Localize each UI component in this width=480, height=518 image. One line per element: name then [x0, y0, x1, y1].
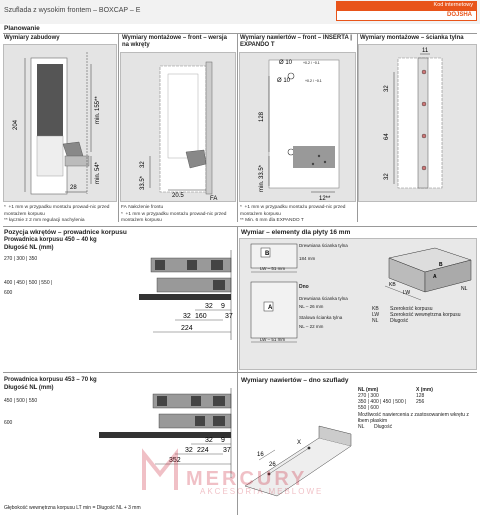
dim-tolerance-top: +0.2 / −0.1: [303, 61, 320, 65]
slide-450-row-1: 270 | 300 | 350: [4, 256, 38, 262]
dim-32: 32: [183, 313, 191, 320]
col-title-zabudowa: Wymiary zabudowy: [4, 35, 60, 41]
dim-x: X: [297, 440, 302, 446]
dim-37: 37: [223, 447, 231, 454]
table-cell: 350 | 400 | 450 | 500 |: [358, 399, 407, 405]
iso-label-nl: NL: [461, 286, 468, 292]
dno-line-1: Drewniana ścianka tylna: [299, 296, 348, 301]
dim-128: 128: [259, 111, 265, 122]
section-title-nawierty: Wymiary nawiertów – dno szuflady: [241, 377, 349, 384]
iso-label-b: B: [439, 262, 443, 268]
legend-key: LW: [372, 312, 380, 318]
dim-9: 9: [221, 303, 225, 310]
divider: [3, 33, 477, 34]
note-text: łącznie z 2 mm regulacji nachylenia: [9, 218, 85, 223]
dim-11: 11: [422, 48, 429, 54]
legend-value: Szerokość wewnętrzna korpusu: [390, 312, 461, 318]
table-cell: 550 | 600: [358, 405, 379, 411]
table-cell: 256: [416, 399, 425, 405]
divider: [357, 34, 358, 222]
divider: [3, 226, 477, 227]
slide-453-subtitle: Długość NL (mm): [4, 385, 54, 391]
iso-label-kb: KB: [389, 282, 396, 288]
note-mark: *: [240, 205, 242, 210]
drawing-scianka-tylna: [358, 44, 477, 202]
footnote-lt: Głębokość wewnętrzna korpusu LT min = Długość NL + 3 mm: [4, 505, 141, 511]
slide-450-row-3: 600: [4, 290, 13, 296]
note-text: Min. 6 mm dla EXPANDO T: [245, 218, 304, 223]
dim-9: 9: [221, 437, 225, 444]
note-text: +1 mm w przypadku montażu prowad-nic przed montażem korpusu: [4, 205, 110, 217]
dim-160: 160: [195, 313, 207, 320]
nl-value: Długość: [374, 424, 393, 430]
slide-450-title: Prowadnica korpusu 450 – 40 kg: [4, 237, 97, 243]
dim-32-top: 32: [384, 85, 390, 92]
drawing-front-wkrety: [120, 52, 236, 202]
table-row: [358, 405, 476, 411]
slide-450-row-2: 400 | 450 | 500 | 550 |: [4, 280, 53, 286]
dno-title: Dno: [299, 284, 309, 290]
dno-line-3: Stalowa ścianka tylna: [299, 315, 343, 320]
dim-fa: FA: [210, 196, 218, 202]
element-b-label: B: [265, 251, 270, 257]
drawing-elementy: [239, 238, 477, 370]
dno-line-2: NL – 26 mm: [299, 304, 324, 309]
watermark-brand: MERCURY: [186, 468, 308, 490]
dim-64: 64: [384, 133, 390, 140]
legend-key: NL: [372, 318, 379, 324]
dim-32-bottom: 32: [384, 173, 390, 180]
legend: [372, 306, 476, 324]
dim-min155: min. 155**: [95, 96, 101, 124]
note-text: +1 mm w przypadku montażu prowad-nic przed montażem korpusu: [121, 211, 227, 223]
divider: [237, 34, 238, 222]
table-header: X (mm): [416, 387, 433, 393]
dim-224: 224: [181, 325, 193, 332]
dim-224: 224: [197, 447, 209, 454]
iso-label-lw: LW: [403, 290, 411, 296]
legend-key: KB: [372, 306, 379, 312]
b-height: 184 mm: [299, 256, 316, 261]
slide-453-row-2: 600: [4, 420, 13, 426]
dim-32: 32: [140, 161, 146, 168]
col-title-scianka-tylna: Wymiary montażowe – ścianka tylna: [360, 35, 464, 41]
note-mark: **: [4, 218, 8, 223]
dim-352: 352: [169, 457, 181, 464]
drawing-zabudowa: [3, 44, 117, 202]
dim-12: 12**: [319, 196, 331, 202]
dim-28: 28: [70, 185, 77, 191]
legend-value: Długość: [390, 318, 409, 324]
section-title-elementy: Wymiar – elementy dla płyty 16 mm: [241, 229, 351, 236]
drawing-slide-450: [95, 250, 237, 350]
table-cell: 128: [416, 393, 425, 399]
dim-min33-5: min. 33.5*: [259, 164, 265, 192]
watermark-sub: AKCESORIA MEBLOWE: [200, 487, 324, 496]
drill-table: [358, 387, 476, 430]
dim-d10-bottom: Ø 10: [277, 78, 291, 84]
slide-453-title: Prowadnica korpusu 453 – 70 kg: [4, 377, 97, 383]
iso-label-a: A: [433, 274, 437, 280]
element-a-label: A: [268, 305, 273, 311]
notes-zabudowa: [4, 205, 116, 225]
dim-tolerance-bottom: +0.2 / −0.1: [305, 79, 322, 83]
drill-note: Możliwość nawiercenia z zastosowaniem wkrętu z łbem płaskim: [358, 412, 469, 424]
b-width: LW – 51 mm: [260, 266, 286, 271]
table-cell: 270 | 300: [358, 393, 379, 399]
document-title: Szuflada z wysokim frontem – BOXCAP – E: [4, 7, 141, 14]
notes-front-wkrety: [121, 205, 235, 225]
note-text: Nałożenie frontu: [128, 205, 164, 210]
kod-box: [336, 1, 477, 21]
note-text: +1 mm w przypadku montażu prowad-nic przed montażem korpusu: [240, 205, 346, 217]
nl-key: NL: [358, 424, 365, 430]
notes-nawierty-front: [240, 205, 355, 225]
a-width: LW – 51 mm: [260, 337, 286, 342]
col-title-nawierty-front: Wymiary nawiertów – front – INSERTA | EXPANDO T: [240, 35, 352, 48]
dim-min54: min. 54*: [95, 161, 101, 184]
dim-d10-top: Ø 10: [279, 60, 293, 66]
dim-26: 26: [269, 462, 276, 468]
note-mark: *: [121, 211, 123, 217]
table-header: NL (mm): [358, 387, 379, 393]
col-title-front-wkrety: Wymiary montażowe – front – wersja na wkręty: [122, 35, 227, 48]
divider: [118, 34, 119, 222]
dim-16: 16: [257, 452, 264, 458]
drawing-nawierty-front: [239, 52, 356, 202]
dim-204: 204: [13, 119, 19, 130]
kod-label: Kod internetowy: [336, 1, 477, 10]
dim-32: 32: [205, 303, 213, 310]
dno-line-4: NL – 22 mm: [299, 324, 324, 329]
note-mark: **: [240, 218, 244, 223]
legend-value: Szerokość korpusu: [390, 306, 433, 312]
kod-value: DOJSHA: [336, 10, 477, 21]
dim-20-5: 20.5: [172, 193, 184, 199]
divider: [3, 372, 477, 373]
section-title-planowanie: Planowanie: [4, 25, 40, 32]
slide-453-row-1: 450 | 500 | 550: [4, 398, 38, 404]
note-mark: FA: [121, 205, 127, 210]
section-title-pozycja: Pozycja wkrętów – prowadnice korpusu: [4, 229, 127, 236]
watermark-logo: [140, 448, 180, 494]
dim-32: 32: [205, 437, 213, 444]
slide-450-subtitle: Długość NL (mm): [4, 245, 54, 251]
b-text: Drewniana ścianka tylna: [299, 243, 348, 248]
dim-32: 32: [185, 447, 193, 454]
dim-37: 37: [225, 313, 233, 320]
note-mark: *: [4, 205, 6, 210]
dim-33-5: 33.5*: [140, 175, 146, 190]
